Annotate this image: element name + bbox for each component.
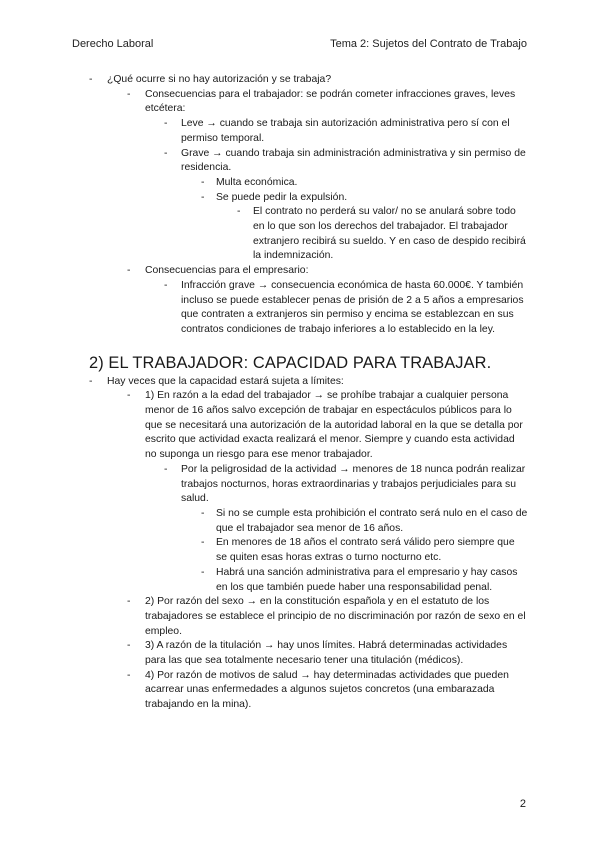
bullet-dash: - (164, 118, 168, 130)
list-item-text: 2) Por razón del sexo → en la constitución española y en el estatuto de los trabajadores se establece el principio de no discriminación por razón de sexo en el empleo. (145, 596, 526, 637)
list-item-level-3 (0, 507, 600, 536)
document-body (0, 73, 600, 713)
list-item-level-0 (0, 375, 600, 390)
list-item-text: ¿Qué ocurre si no hay autorización y se trabaja? (107, 74, 332, 85)
list-item-level-3 (0, 191, 600, 206)
list-item-level-4 (0, 205, 600, 264)
list-item-text: Hay veces que la capacidad estará sujeta a límites: (107, 375, 344, 387)
bullet-dash: - (201, 176, 205, 188)
bullet-dash: - (127, 390, 131, 402)
bullet-dash: - (164, 279, 168, 291)
header-course-title: Derecho Laboral (72, 38, 154, 50)
list-item-level-1 (0, 389, 600, 463)
bullet-dash: - (127, 669, 131, 681)
bullet-dash: - (201, 507, 205, 519)
section-heading: 2) EL TRABAJADOR: CAPACIDAD PARA TRABAJAR. (89, 353, 492, 372)
page-number: 2 (519, 798, 526, 810)
list-item-level-3 (0, 176, 600, 191)
list-item-level-1 (0, 88, 600, 117)
list-item-level-3 (0, 566, 600, 595)
bullet-dash: - (127, 596, 131, 608)
list-item-text: Leve → cuando se trabaja sin autorización administrativa pero sí con el permiso temporal. (181, 118, 510, 144)
list-item-text: Consecuencias para el trabajador: se podrán cometer infracciones graves, leves etcétera: (145, 88, 516, 115)
list-item-level-2 (0, 279, 600, 338)
list-item-text: En menores de 18 años el contrato será válido pero siempre que se quiten esas horas extras o turno nocturno etc. (216, 537, 515, 564)
list-item-level-2 (0, 463, 600, 507)
bullet-dash: - (201, 191, 205, 203)
list-item-text: El contrato no perderá su valor/ no se anulará sobre todo en lo que son los derechos del trabajador. El trabajador extranjero recibirá su sueldo. Y en caso de despido recibirá la indemnización. (253, 206, 526, 262)
list-item-text: 3) A razón de la titulación → hay unos límites. Habrá determinadas actividades para las que sea totalmente necesario tener una titulación (médicos). (145, 640, 508, 667)
list-item-text: Grave → cuando trabaja sin administración administrativa y sin permiso de residencia. (181, 147, 526, 174)
bullet-dash: - (164, 147, 168, 159)
list-item-level-0 (0, 73, 600, 88)
list-item-text: 1) En razón a la edad del trabajador → se prohíbe trabajar a cualquier persona menor de 16 años salvo excepción de trabajar en espectáculos públicos para lo que se necesitará una autorización de la autoridad laboral en la que se detalla por escrito que actividad exacta realizará el menor. Siempre y cuando esta actividad no suponga un riesgo para ese menor trabajador. (145, 390, 523, 461)
bullet-dash: - (127, 265, 131, 277)
list-item-text: Se puede pedir la expulsión. (216, 191, 348, 203)
bullet-dash: - (237, 206, 241, 218)
list-item-text: Por la peligrosidad de la actividad → menores de 18 nunca podrán realizar trabajos nocturnos, horas extraordinarias y trabajos perjudiciales para su salud. (181, 463, 526, 505)
list-item-level-2 (0, 117, 600, 146)
list-item-text: Infracción grave → consecuencia económica de hasta 60.000€. Y también incluso se puede establecer penas de prisión de 2 a 5 años a empresarios que contraten a extranjeros sin permiso y encima se establezcan en sus contratos condiciones de trabajo inferiores a lo establecido en la ley. (181, 279, 524, 335)
list-item-text: Consecuencias para el empresario: (145, 265, 309, 277)
bullet-dash: - (164, 463, 168, 475)
list-item-level-2 (0, 147, 600, 176)
list-item-level-3 (0, 536, 600, 565)
list-item-text: Si no se cumple esta prohibición el contrato será nulo en el caso de que el trabajador sea menor de 16 años. (216, 507, 528, 534)
bullet-dash: - (89, 375, 93, 387)
bullet-dash: - (201, 537, 205, 549)
list-item-text: Multa económica. (216, 176, 298, 188)
bullet-dash: - (127, 88, 131, 100)
list-item-level-1 (0, 264, 600, 279)
header-topic-title: Tema 2: Sujetos del Contrato de Trabajo (330, 38, 527, 50)
list-item-text: 4) Por razón de motivos de salud → hay determinadas actividades que pueden acarrear unas enfermedades a algunos sujetos concretos (una embarazada trabajando en la mina). (145, 669, 509, 711)
list-item-level-1 (0, 595, 600, 639)
bullet-dash: - (201, 566, 205, 578)
bullet-dash: - (127, 640, 131, 652)
list-item-level-1 (0, 669, 600, 713)
list-item-text: Habrá una sanción administrativa para el empresario y hay casos en los que también puede haber una responsabilidad penal. (216, 566, 518, 593)
list-item-level-1 (0, 639, 600, 668)
bullet-dash: - (89, 74, 93, 85)
